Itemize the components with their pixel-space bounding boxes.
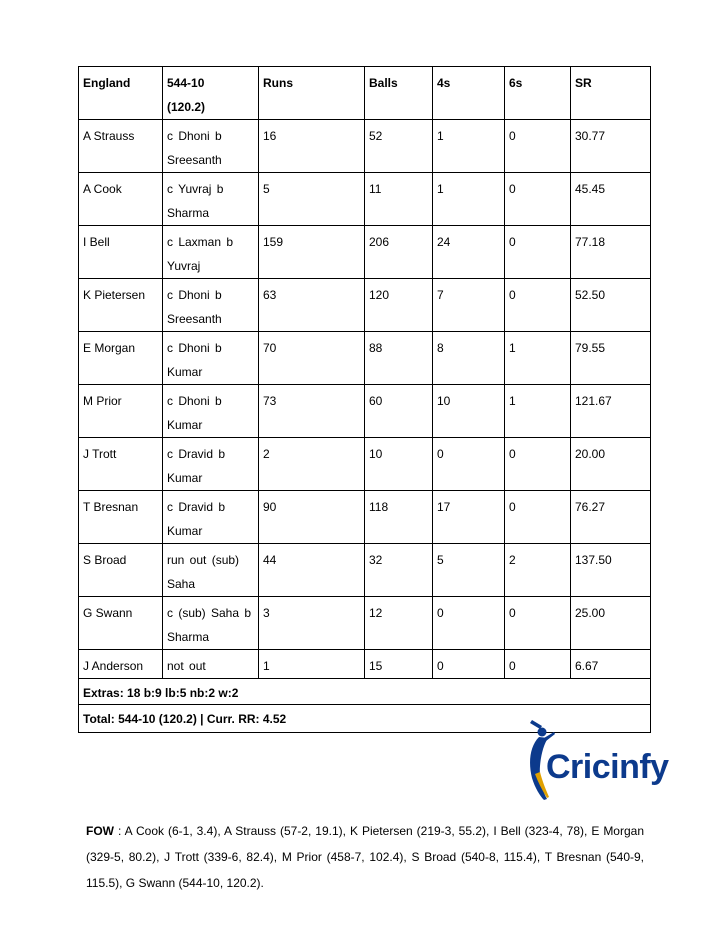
batsman-sixes: 0	[505, 279, 571, 332]
batsman-sixes: 0	[505, 650, 571, 679]
batsman-fours: 8	[433, 332, 505, 385]
batsman-sixes: 1	[505, 385, 571, 438]
fall-of-wickets	[86, 818, 644, 896]
fours-header: 4s	[433, 67, 505, 120]
dismissal	[163, 650, 259, 679]
batsman-balls: 118	[365, 491, 433, 544]
dismissal	[163, 279, 259, 332]
team-overs: (120.2)	[167, 100, 206, 114]
extras-row-text: Extras: 18 b:9 lb:5 nb:2 w:2	[79, 679, 651, 705]
batsman-row	[79, 279, 651, 332]
batsman-fours: 17	[433, 491, 505, 544]
batsman-fours: 7	[433, 279, 505, 332]
batsman-strike-rate: 52.50	[571, 279, 651, 332]
dismissal	[163, 491, 259, 544]
batsman-name: I Bell	[79, 226, 163, 279]
dismissal	[163, 173, 259, 226]
dismissal	[163, 226, 259, 279]
batsman-name: G Swann	[79, 597, 163, 650]
batsman-runs: 159	[259, 226, 365, 279]
batsman-name: S Broad	[79, 544, 163, 597]
batsman-name: T Bresnan	[79, 491, 163, 544]
dismissal-line-1: c Laxman b	[167, 235, 234, 249]
batsman-fours: 1	[433, 120, 505, 173]
batsman-runs: 63	[259, 279, 365, 332]
batsman-strike-rate: 6.67	[571, 650, 651, 679]
dismissal	[163, 544, 259, 597]
runs-header: Runs	[259, 67, 365, 120]
batsman-fours: 0	[433, 597, 505, 650]
dismissal-line-2: Kumar	[167, 471, 203, 485]
batsman-strike-rate: 77.18	[571, 226, 651, 279]
team-score-value: 544-10	[167, 76, 205, 90]
batsman-runs: 44	[259, 544, 365, 597]
batsman-strike-rate: 137.50	[571, 544, 651, 597]
dismissal-line-2: Sharma	[167, 206, 210, 220]
dismissal-line-1: c Dhoni b	[167, 394, 222, 408]
dismissal-line-2: Sharma	[167, 630, 210, 644]
batsman-fours: 1	[433, 173, 505, 226]
dismissal-line-1: c Dhoni b	[167, 341, 222, 355]
batsman-runs: 16	[259, 120, 365, 173]
batsman-sixes: 0	[505, 597, 571, 650]
batsman-row	[79, 332, 651, 385]
batsman-fours: 0	[433, 438, 505, 491]
dismissal-line-2: Kumar	[167, 524, 203, 538]
batsman-runs: 5	[259, 173, 365, 226]
batsman-fours: 24	[433, 226, 505, 279]
batsman-balls: 15	[365, 650, 433, 679]
logo-wordmark: Cricinfy	[546, 748, 669, 786]
batsman-runs: 73	[259, 385, 365, 438]
batsman-strike-rate: 45.45	[571, 173, 651, 226]
batsman-row	[79, 438, 651, 491]
batsman-name: E Morgan	[79, 332, 163, 385]
batsman-strike-rate: 76.27	[571, 491, 651, 544]
batsman-fours: 5	[433, 544, 505, 597]
batsman-balls: 10	[365, 438, 433, 491]
dismissal-line-1: c Yuvraj b	[167, 182, 224, 196]
scorecard-table	[78, 66, 651, 733]
batsman-name: A Strauss	[79, 120, 163, 173]
batsman-balls: 11	[365, 173, 433, 226]
batsman-balls: 32	[365, 544, 433, 597]
dismissal	[163, 385, 259, 438]
batsman-sixes: 1	[505, 332, 571, 385]
batsman-strike-rate: 20.00	[571, 438, 651, 491]
batsman-strike-rate: 121.67	[571, 385, 651, 438]
extras-row	[79, 679, 651, 705]
sixes-header: 6s	[505, 67, 571, 120]
batsman-balls: 120	[365, 279, 433, 332]
batsman-row	[79, 650, 651, 679]
dismissal	[163, 120, 259, 173]
dismissal-line-1: c Dravid b	[167, 447, 226, 461]
batsman-runs: 3	[259, 597, 365, 650]
dismissal	[163, 597, 259, 650]
dismissal-line-2: Sreesanth	[167, 153, 222, 167]
batsman-strike-rate: 25.00	[571, 597, 651, 650]
dismissal-line-1: c Dravid b	[167, 500, 226, 514]
batsman-balls: 52	[365, 120, 433, 173]
batsman-runs: 90	[259, 491, 365, 544]
batsman-row	[79, 597, 651, 650]
batsman-balls: 60	[365, 385, 433, 438]
dismissal-line-2: Kumar	[167, 418, 203, 432]
batsman-name: M Prior	[79, 385, 163, 438]
header-row	[79, 67, 651, 120]
batsman-row	[79, 385, 651, 438]
dismissal-line-1: run out (sub)	[167, 553, 240, 567]
fow-label: FOW	[86, 824, 114, 838]
batsman-sixes: 0	[505, 173, 571, 226]
team-name: England	[79, 67, 163, 120]
batsman-runs: 70	[259, 332, 365, 385]
batsman-balls: 12	[365, 597, 433, 650]
batsman-strike-rate: 79.55	[571, 332, 651, 385]
batsman-runs: 2	[259, 438, 365, 491]
dismissal-line-2: Yuvraj	[167, 259, 201, 273]
batsman-sixes: 0	[505, 438, 571, 491]
batsman-name: J Anderson	[79, 650, 163, 679]
batsman-balls: 206	[365, 226, 433, 279]
batsman-fours: 10	[433, 385, 505, 438]
batsman-sixes: 2	[505, 544, 571, 597]
fow-text: : A Cook (6-1, 3.4), A Strauss (57-2, 19.1), K Pietersen (219-3, 55.2), I Bell (323-4, 78), E Morgan (329-5, 80.2), J Trott (339-6, 82.4), M Prior (458-7, 102.4), S Broad (540-8, 115.4), T Bresnan (540-9, 115.5), G Swann (544-10, 120.2).	[86, 824, 644, 890]
dismissal	[163, 438, 259, 491]
total-row-text: Total: 544-10 (120.2) | Curr. RR: 4.52	[79, 705, 651, 733]
batsman-sixes: 0	[505, 491, 571, 544]
batsman-balls: 88	[365, 332, 433, 385]
batsman-row	[79, 491, 651, 544]
dismissal-line-1: not out	[167, 659, 206, 673]
batsman-sixes: 0	[505, 226, 571, 279]
dismissal	[163, 332, 259, 385]
sr-header: SR	[571, 67, 651, 120]
dismissal-line-1: c Dhoni b	[167, 288, 222, 302]
batsman-row	[79, 173, 651, 226]
dismissal-line-2: Sreesanth	[167, 312, 222, 326]
batsman-row	[79, 120, 651, 173]
dismissal-line-1: c (sub) Saha b	[167, 606, 252, 620]
dismissal-line-1: c Dhoni b	[167, 129, 222, 143]
batsman-sixes: 0	[505, 120, 571, 173]
batsman-fours: 0	[433, 650, 505, 679]
batsman-strike-rate: 30.77	[571, 120, 651, 173]
batsman-name: J Trott	[79, 438, 163, 491]
batsman-name: A Cook	[79, 173, 163, 226]
batsman-row	[79, 544, 651, 597]
dismissal-line-2: Saha	[167, 577, 196, 591]
team-score	[163, 67, 259, 120]
batsman-runs: 1	[259, 650, 365, 679]
batsman-row	[79, 226, 651, 279]
batsman-name: K Pietersen	[79, 279, 163, 332]
dismissal-line-2: Kumar	[167, 365, 203, 379]
balls-header: Balls	[365, 67, 433, 120]
